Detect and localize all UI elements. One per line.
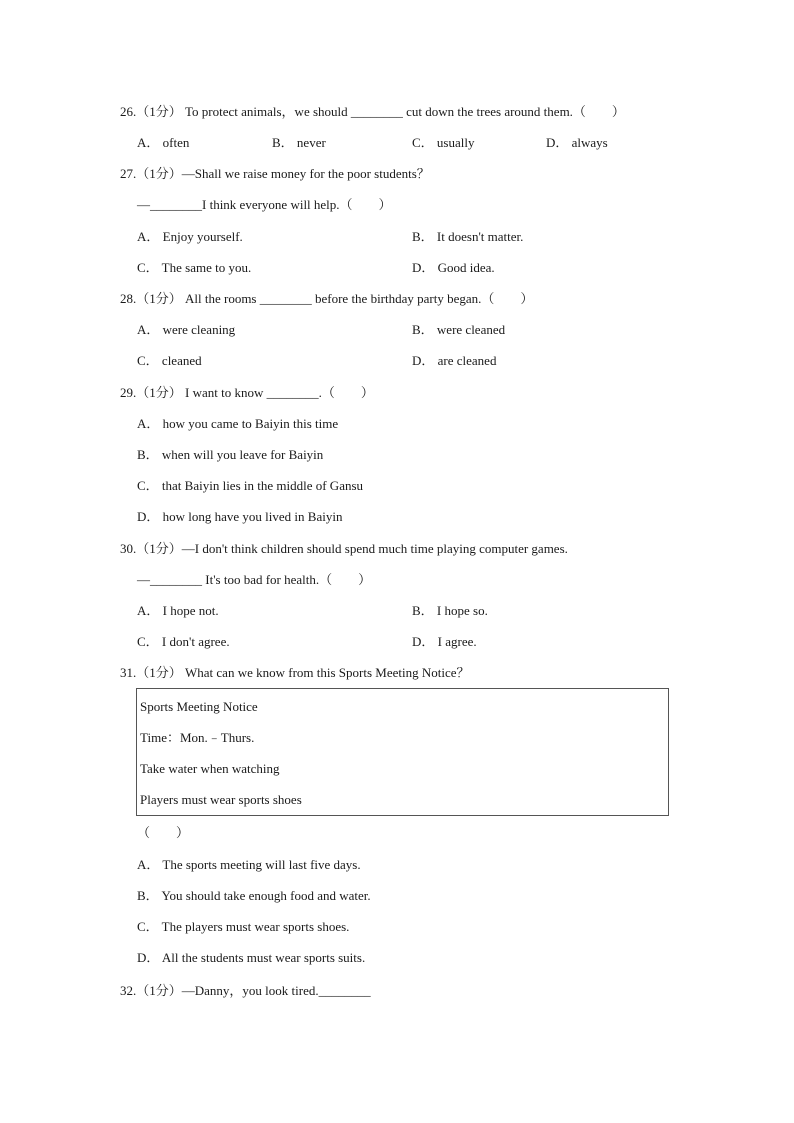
question-28-stem: 28.（1分） All the rooms ________ before the birthday party began.（ ）	[120, 291, 534, 306]
q30-option-b[interactable]: B． I hope so.	[412, 603, 488, 618]
q28-option-b[interactable]: B． were cleaned	[412, 322, 506, 337]
question-27-stem: 27.（1分）—Shall we raise money for the poor students？	[120, 166, 430, 181]
q29-option-b[interactable]: B． when will you leave for Baiyin	[137, 447, 324, 462]
q26-option-c[interactable]: C． usually	[412, 135, 475, 150]
sports-meeting-notice-box	[136, 688, 669, 816]
question-29-stem: 29.（1分） I want to know ________.（ ）	[120, 385, 374, 400]
question-32-stem: 32.（1分）—Danny，you look tired.________	[120, 983, 371, 998]
q29-option-d[interactable]: D． how long have you lived in Baiyin	[137, 509, 343, 524]
question-27-reply: —________I think everyone will help.（ ）	[137, 197, 392, 212]
question-26-stem: 26.（1分） To protect animals，we should ________ cut down the trees around them.（ ）	[120, 104, 625, 119]
q26-option-b[interactable]: B． never	[272, 135, 326, 150]
q26-option-d[interactable]: D． always	[546, 135, 608, 150]
q28-option-c[interactable]: C． cleaned	[137, 353, 202, 368]
q30-option-a[interactable]: A． I hope not.	[137, 603, 219, 618]
q27-option-a[interactable]: A． Enjoy yourself.	[137, 229, 243, 244]
notice-title: Sports Meeting Notice	[140, 699, 258, 714]
notice-water: Take water when watching	[140, 761, 280, 776]
q31-option-c[interactable]: C． The players must wear sports shoes.	[137, 919, 350, 934]
q27-option-c[interactable]: C． The same to you.	[137, 260, 252, 275]
q31-option-d[interactable]: D． All the students must wear sports suits.	[137, 950, 366, 965]
q31-option-b[interactable]: B． You should take enough food and water.	[137, 888, 371, 903]
question-30-reply: —________ It's too bad for health.（ ）	[137, 572, 372, 587]
question-30-stem: 30.（1分）—I don't think children should spend much time playing computer games.	[120, 541, 568, 556]
q29-option-a[interactable]: A． how you came to Baiyin this time	[137, 416, 339, 431]
question-31-answer-blank: （ ）	[137, 825, 190, 840]
q29-option-c[interactable]: C． that Baiyin lies in the middle of Gansu	[137, 478, 364, 493]
q27-option-d[interactable]: D． Good idea.	[412, 260, 495, 275]
notice-shoes: Players must wear sports shoes	[140, 792, 302, 807]
q30-option-d[interactable]: D． I agree.	[412, 634, 477, 649]
q28-option-a[interactable]: A． were cleaning	[137, 322, 236, 337]
question-31-stem: 31.（1分） What can we know from this Sports Meeting Notice？	[120, 665, 470, 680]
q31-option-a[interactable]: A． The sports meeting will last five days.	[137, 857, 361, 872]
q30-option-c[interactable]: C． I don't agree.	[137, 634, 230, 649]
notice-time: Time：Mon.﹣Thurs.	[140, 730, 255, 745]
q28-option-d[interactable]: D． are cleaned	[412, 353, 497, 368]
q27-option-b[interactable]: B． It doesn't matter.	[412, 229, 524, 244]
q26-option-a[interactable]: A． often	[137, 135, 190, 150]
